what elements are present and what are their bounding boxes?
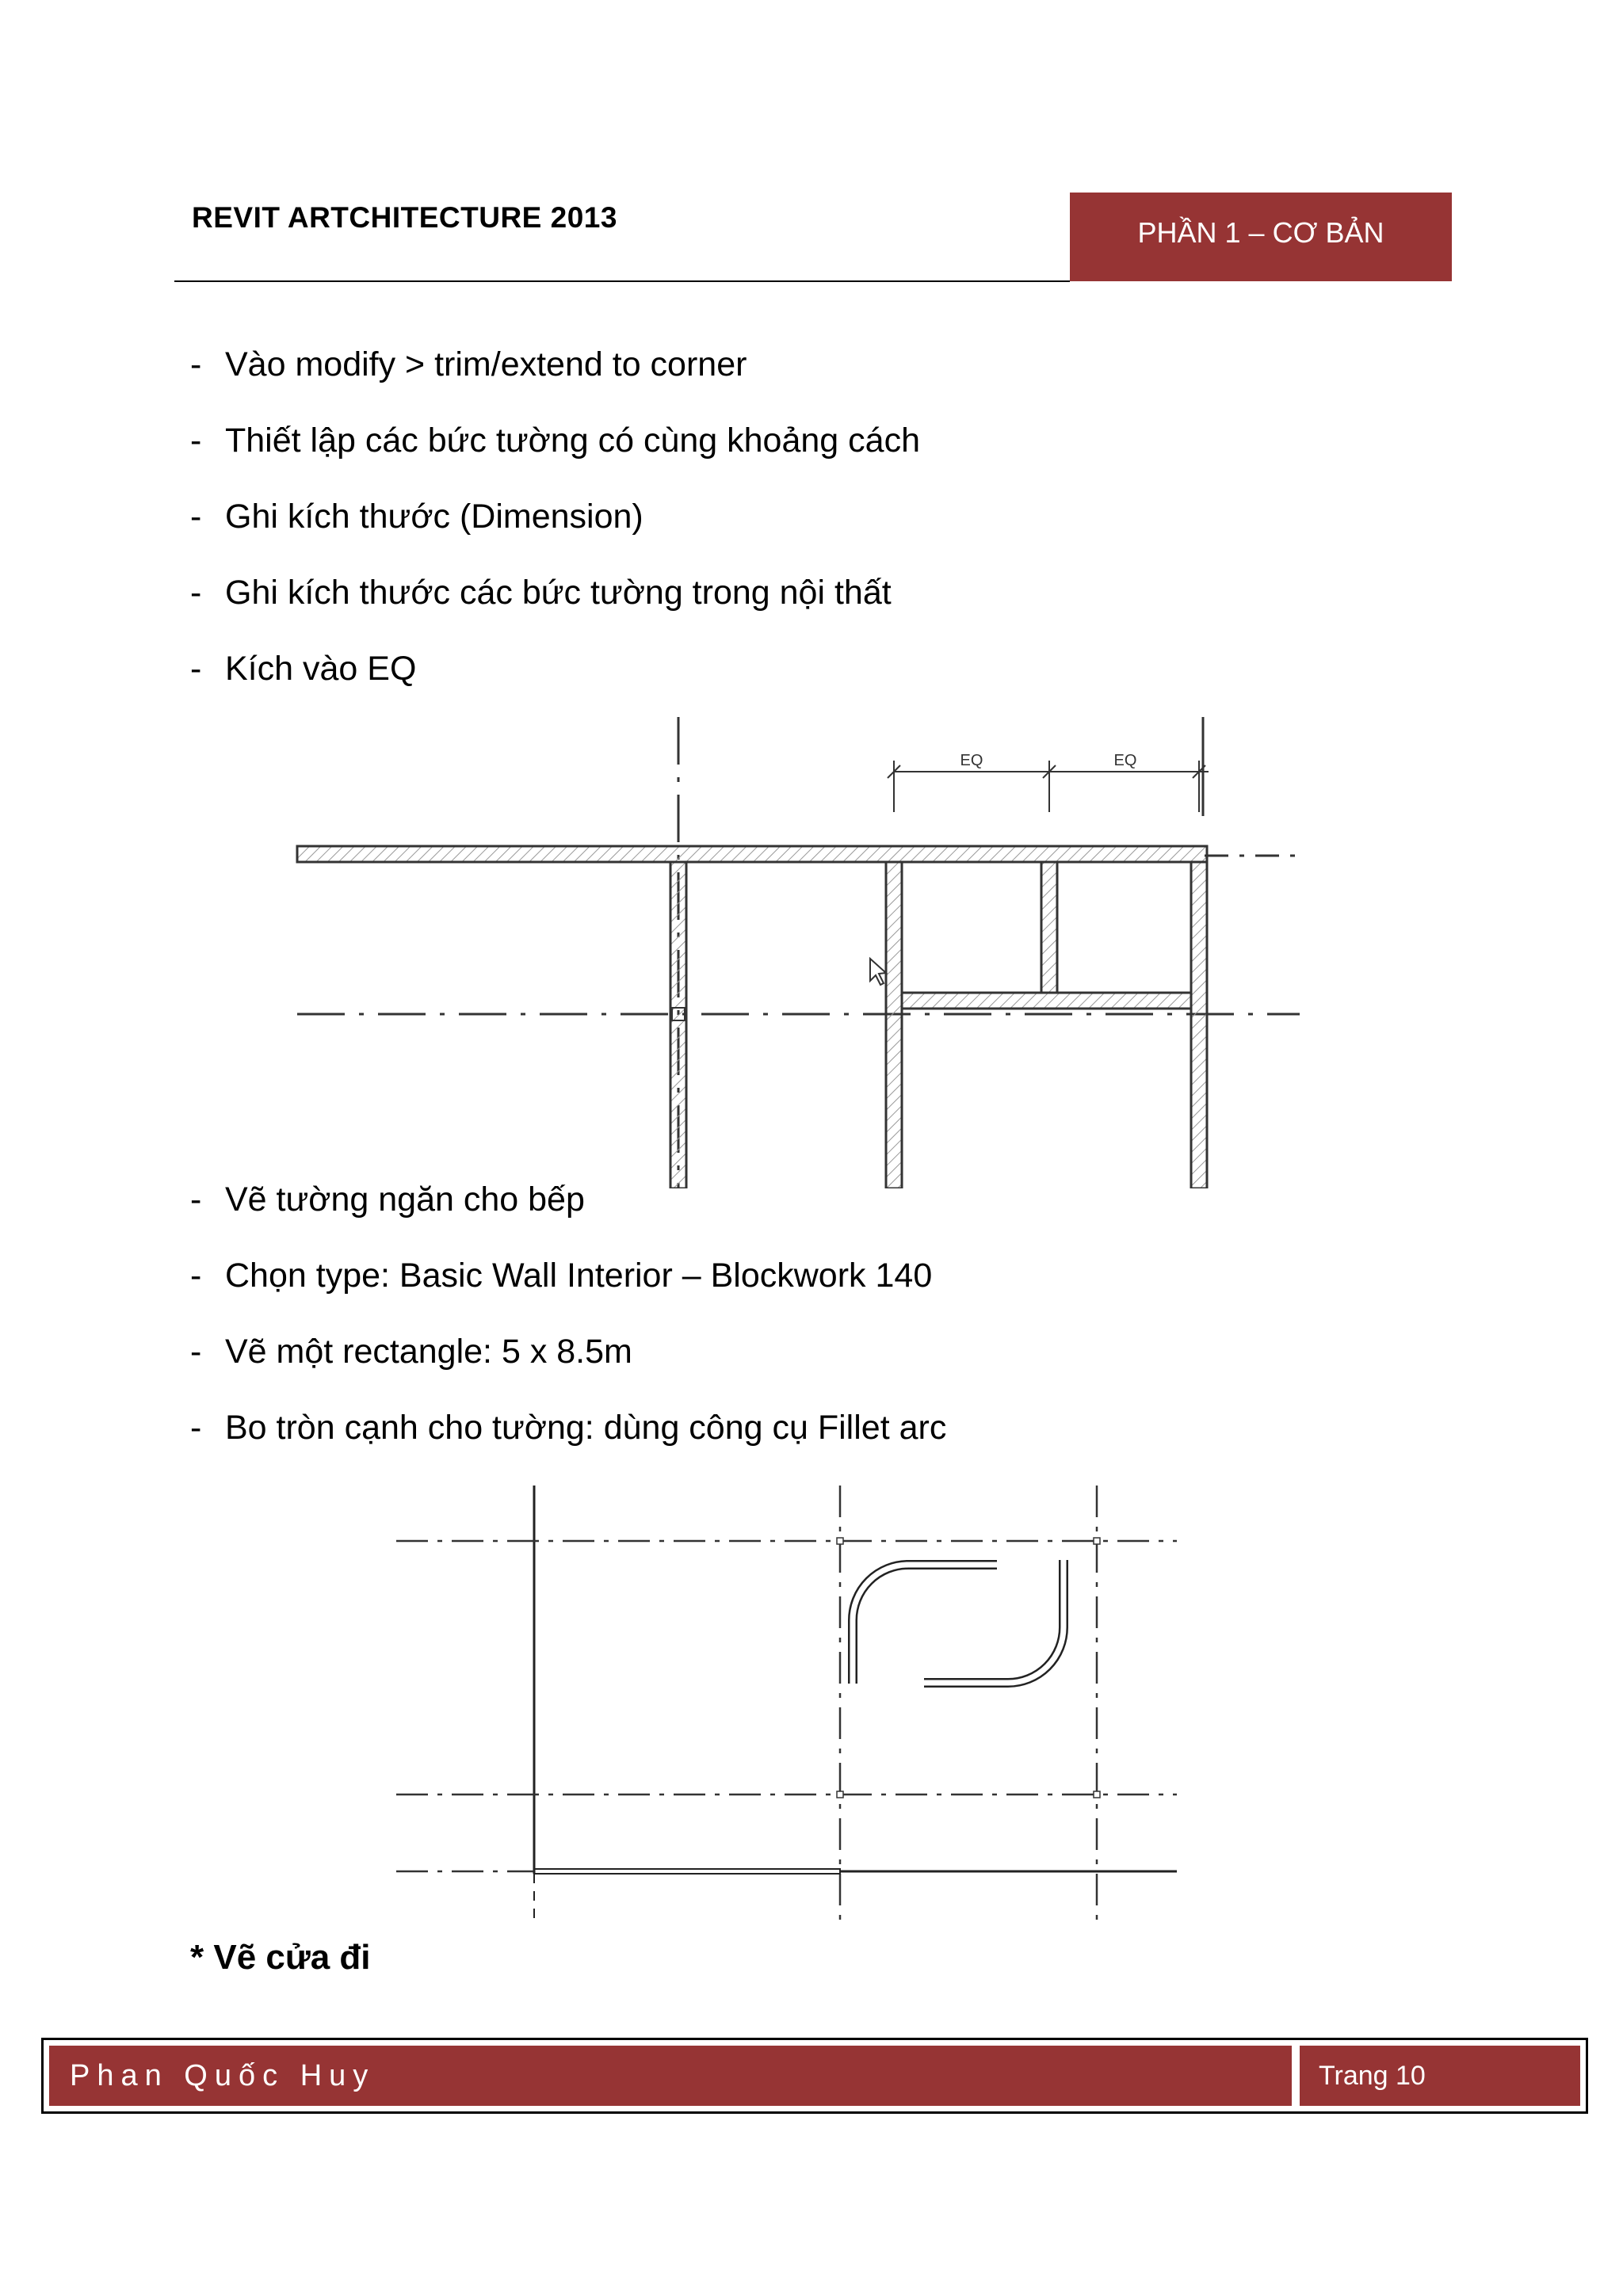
list-item-text: Bo tròn cạnh cho tường: dùng công cụ Fillet arc <box>225 1409 947 1447</box>
wall-partition <box>1041 862 1057 993</box>
list-item-text: Thiết lập các bức tường có cùng khoảng cách <box>225 421 920 460</box>
wall-horizontal-partition <box>902 993 1191 1009</box>
section-heading: * Vẽ cửa đi <box>190 1938 371 1977</box>
list-item: - Vẽ tường ngăn cho bếp <box>190 1180 585 1219</box>
section-badge: PHẦN 1 – CƠ BẢN <box>1070 193 1452 281</box>
wall-bottom <box>534 1869 840 1874</box>
page-number: Trang 10 <box>1300 2046 1580 2106</box>
wall-room-left <box>886 862 902 1188</box>
wall-left <box>670 862 686 1188</box>
cursor-icon <box>870 959 886 985</box>
document-title: REVIT ARTCHITECTURE 2013 <box>192 201 617 234</box>
list-item: - Thiết lập các bức tường có cùng khoảng cách <box>190 421 920 460</box>
list-item: - Bo tròn cạnh cho tường: dùng công cụ Fillet arc <box>190 1409 947 1447</box>
wall-top <box>297 846 1207 862</box>
list-item-text: Ghi kích thước các bức tường trong nội thất <box>225 574 892 612</box>
list-item: - Ghi kích thước (Dimension) <box>190 498 643 536</box>
dimension-label: EQ <box>960 752 983 769</box>
list-item-text: Vẽ tường ngăn cho bếp <box>225 1180 585 1219</box>
footer-author: Phan Quốc Huy <box>49 2046 1292 2106</box>
wall-dimension-figure <box>285 713 1308 1188</box>
fillet-wall-1 <box>853 1565 997 1684</box>
list-item-text: Kích vào EQ <box>225 650 417 688</box>
fillet-wall-2 <box>924 1560 1064 1683</box>
dimension-label: EQ <box>1113 752 1137 769</box>
list-item: - Kích vào EQ <box>190 650 417 688</box>
list-item: - Vào modify > trim/extend to corner <box>190 345 747 383</box>
header-rule <box>174 280 1070 282</box>
list-item: - Chọn type: Basic Wall Interior – Blockwork 140 <box>190 1257 933 1295</box>
list-item: - Vẽ một rectangle: 5 x 8.5m <box>190 1333 632 1371</box>
list-item-text: Vẽ một rectangle: 5 x 8.5m <box>225 1333 632 1371</box>
list-item-text: Vào modify > trim/extend to corner <box>225 345 747 383</box>
list-item-text: Ghi kích thước (Dimension) <box>225 498 643 536</box>
list-item-text: Chọn type: Basic Wall Interior – Blockwork 140 <box>225 1257 933 1295</box>
fillet-arc-figure <box>388 1478 1189 1937</box>
wall-right <box>1191 862 1207 1188</box>
list-item: - Ghi kích thước các bức tường trong nội thất <box>190 574 892 612</box>
